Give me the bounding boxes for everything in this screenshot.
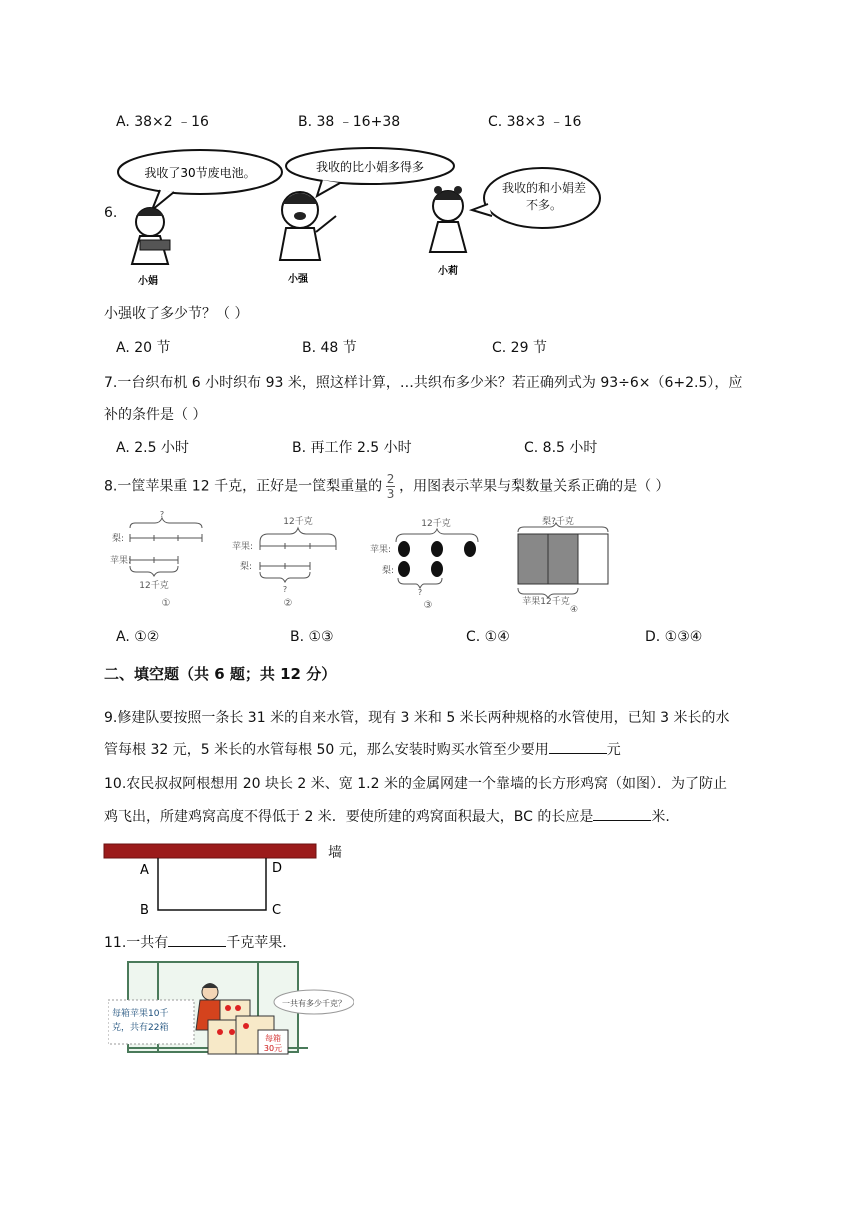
- q7-line-2: 补的条件是（ ）: [104, 407, 207, 423]
- d3-kg-label: 12千克: [421, 519, 451, 529]
- speech-bubble-3: [472, 168, 600, 228]
- q6-option-a: A. 20 节: [116, 340, 171, 356]
- label-b: B: [140, 903, 149, 918]
- speech-bubble-1: [118, 150, 282, 210]
- q9-text-post: 元: [606, 742, 621, 758]
- bubble-1-text: 我收了30节废电池。: [144, 166, 256, 180]
- q11-text-post: 千克苹果.: [226, 935, 287, 951]
- d4-number: ④: [569, 605, 579, 614]
- d3-apple-label: 苹果:: [370, 545, 392, 555]
- q8-diagram-2: [232, 510, 342, 610]
- q5-option-b: B. 38 ﹣16+38: [298, 114, 401, 130]
- q9-answer-blank: [549, 739, 607, 754]
- q6-question: 小强收了多少节？（ ）: [104, 306, 249, 322]
- q8-option-b: B. ①③: [290, 629, 334, 645]
- q9-line-1: 9.修建队要按照一条长 31 米的自来水管，现有 3 米和 5 米长两种规格的水管使用，已知 3 米长的水: [104, 710, 730, 726]
- speech-bubble-2: [286, 148, 454, 196]
- wall-bar: [104, 844, 316, 858]
- q10-line-1: 10.农民叔叔阿根想用 20 块长 2 米、宽 1.2 米的金属网建一个靠墙的长方形鸡窝（如图）．为了防止: [104, 776, 727, 792]
- d3-number: ③: [423, 600, 433, 610]
- q8-option-c: C. ①④: [466, 629, 510, 645]
- girl-figure-2: [430, 186, 466, 252]
- q8-text-post: ，用图表示苹果与梨数量关系正确的是（ ）: [399, 478, 670, 495]
- q5-option-c: C. 38×3 ﹣16: [488, 114, 582, 130]
- fraction: [386, 473, 395, 500]
- sign2-text: 一共有多少千克？: [282, 999, 346, 1008]
- wall-label: 墙: [328, 845, 342, 861]
- q10-text-pre: 鸡飞出，所建鸡窝高度不得低于 2 米．要使所建的鸡窝面积最大，BC 的长应是: [104, 809, 594, 825]
- boy-figure: [280, 192, 336, 260]
- d1-pear-label: 梨:: [112, 534, 125, 544]
- name-label-3: 小莉: [438, 266, 458, 277]
- q8-diagram-3: [370, 510, 485, 610]
- d1-kg-label: 12千克: [139, 581, 169, 591]
- sign1-line-2: 克，共有22箱: [112, 1023, 169, 1033]
- q6-illustration: [112, 144, 612, 290]
- coop-diagram: [100, 840, 360, 920]
- d2-pear-label: 梨:: [240, 562, 253, 572]
- section-heading: 二、填空题（共 6 题；共 12 分）: [104, 665, 337, 683]
- q8-diagram-4: [512, 510, 622, 614]
- d2-question-mark: ?: [282, 585, 288, 594]
- q8-text-pre: 8.一筐苹果重 12 千克，正好是一筐梨重量的: [104, 478, 383, 495]
- d2-kg-label: 12千克: [283, 517, 313, 527]
- q9-text-pre: 管每根 32 元，5 米长的水管每根 50 元，那么安装时购买水管至少要用: [104, 742, 549, 758]
- q8-diagram-1: [110, 510, 220, 610]
- q10-answer-blank: [593, 806, 651, 821]
- d4-bottom-label: 苹果12千克: [522, 597, 570, 607]
- label-a: A: [140, 863, 149, 878]
- name-label-2: 小强: [288, 274, 308, 285]
- q9-line-2: [104, 739, 621, 759]
- q10-line-2: [104, 806, 670, 826]
- fraction-numerator: 2: [386, 472, 395, 486]
- girl-figure-1: [132, 208, 170, 264]
- label-d: D: [272, 861, 283, 876]
- q11-answer-blank: [168, 932, 226, 947]
- q6-option-c: C. 29 节: [492, 340, 547, 356]
- d1-number: ①: [161, 598, 171, 609]
- q11-question: [104, 932, 287, 952]
- d4-top-label: 梨?千克: [542, 517, 574, 527]
- apple-stall-illustration: [108, 958, 354, 1058]
- sign1-line-1: 每箱苹果10千: [112, 1009, 169, 1019]
- bubble-3-text: 我收的和小娟差不多。: [501, 181, 586, 212]
- d3-question-mark: ?: [417, 588, 423, 597]
- label-c: C: [272, 903, 282, 918]
- q6-number: 6.: [104, 205, 118, 221]
- price-tag-line-1: 每箱: [265, 1034, 281, 1043]
- q7-option-b: B. 再工作 2.5 小时: [292, 440, 412, 456]
- name-label-1: 小娟: [138, 276, 158, 287]
- price-tag-line-2: 30元: [263, 1044, 283, 1053]
- d2-apple-label: 苹果:: [232, 542, 254, 552]
- q7-line-1: 7.一台织布机 6 小时织布 93 米，照这样计算，…共织布多少米？若正确列式为 93÷6×（6+2.5），应: [104, 375, 743, 391]
- q7-option-a: A. 2.5 小时: [116, 440, 189, 456]
- d2-number: ②: [283, 598, 293, 609]
- q7-option-c: C. 8.5 小时: [524, 440, 598, 456]
- q6-option-b: B. 48 节: [302, 340, 357, 356]
- d3-pear-label: 梨:: [382, 566, 395, 576]
- d1-apple-label: 苹果:: [110, 556, 132, 566]
- q11-text-pre: 11.一共有: [104, 935, 169, 951]
- q5-option-a: A. 38×2 ﹣16: [116, 114, 209, 130]
- q8-option-a: A. ①②: [116, 629, 160, 645]
- q8-question: [104, 473, 670, 500]
- d1-question-mark: ?: [159, 510, 165, 519]
- q8-option-d: D. ①③④: [645, 629, 703, 645]
- bubble-2-text: 我收的比小娟多得多: [315, 160, 425, 174]
- q10-text-post: 米.: [651, 809, 670, 825]
- fraction-denominator: 3: [386, 487, 395, 501]
